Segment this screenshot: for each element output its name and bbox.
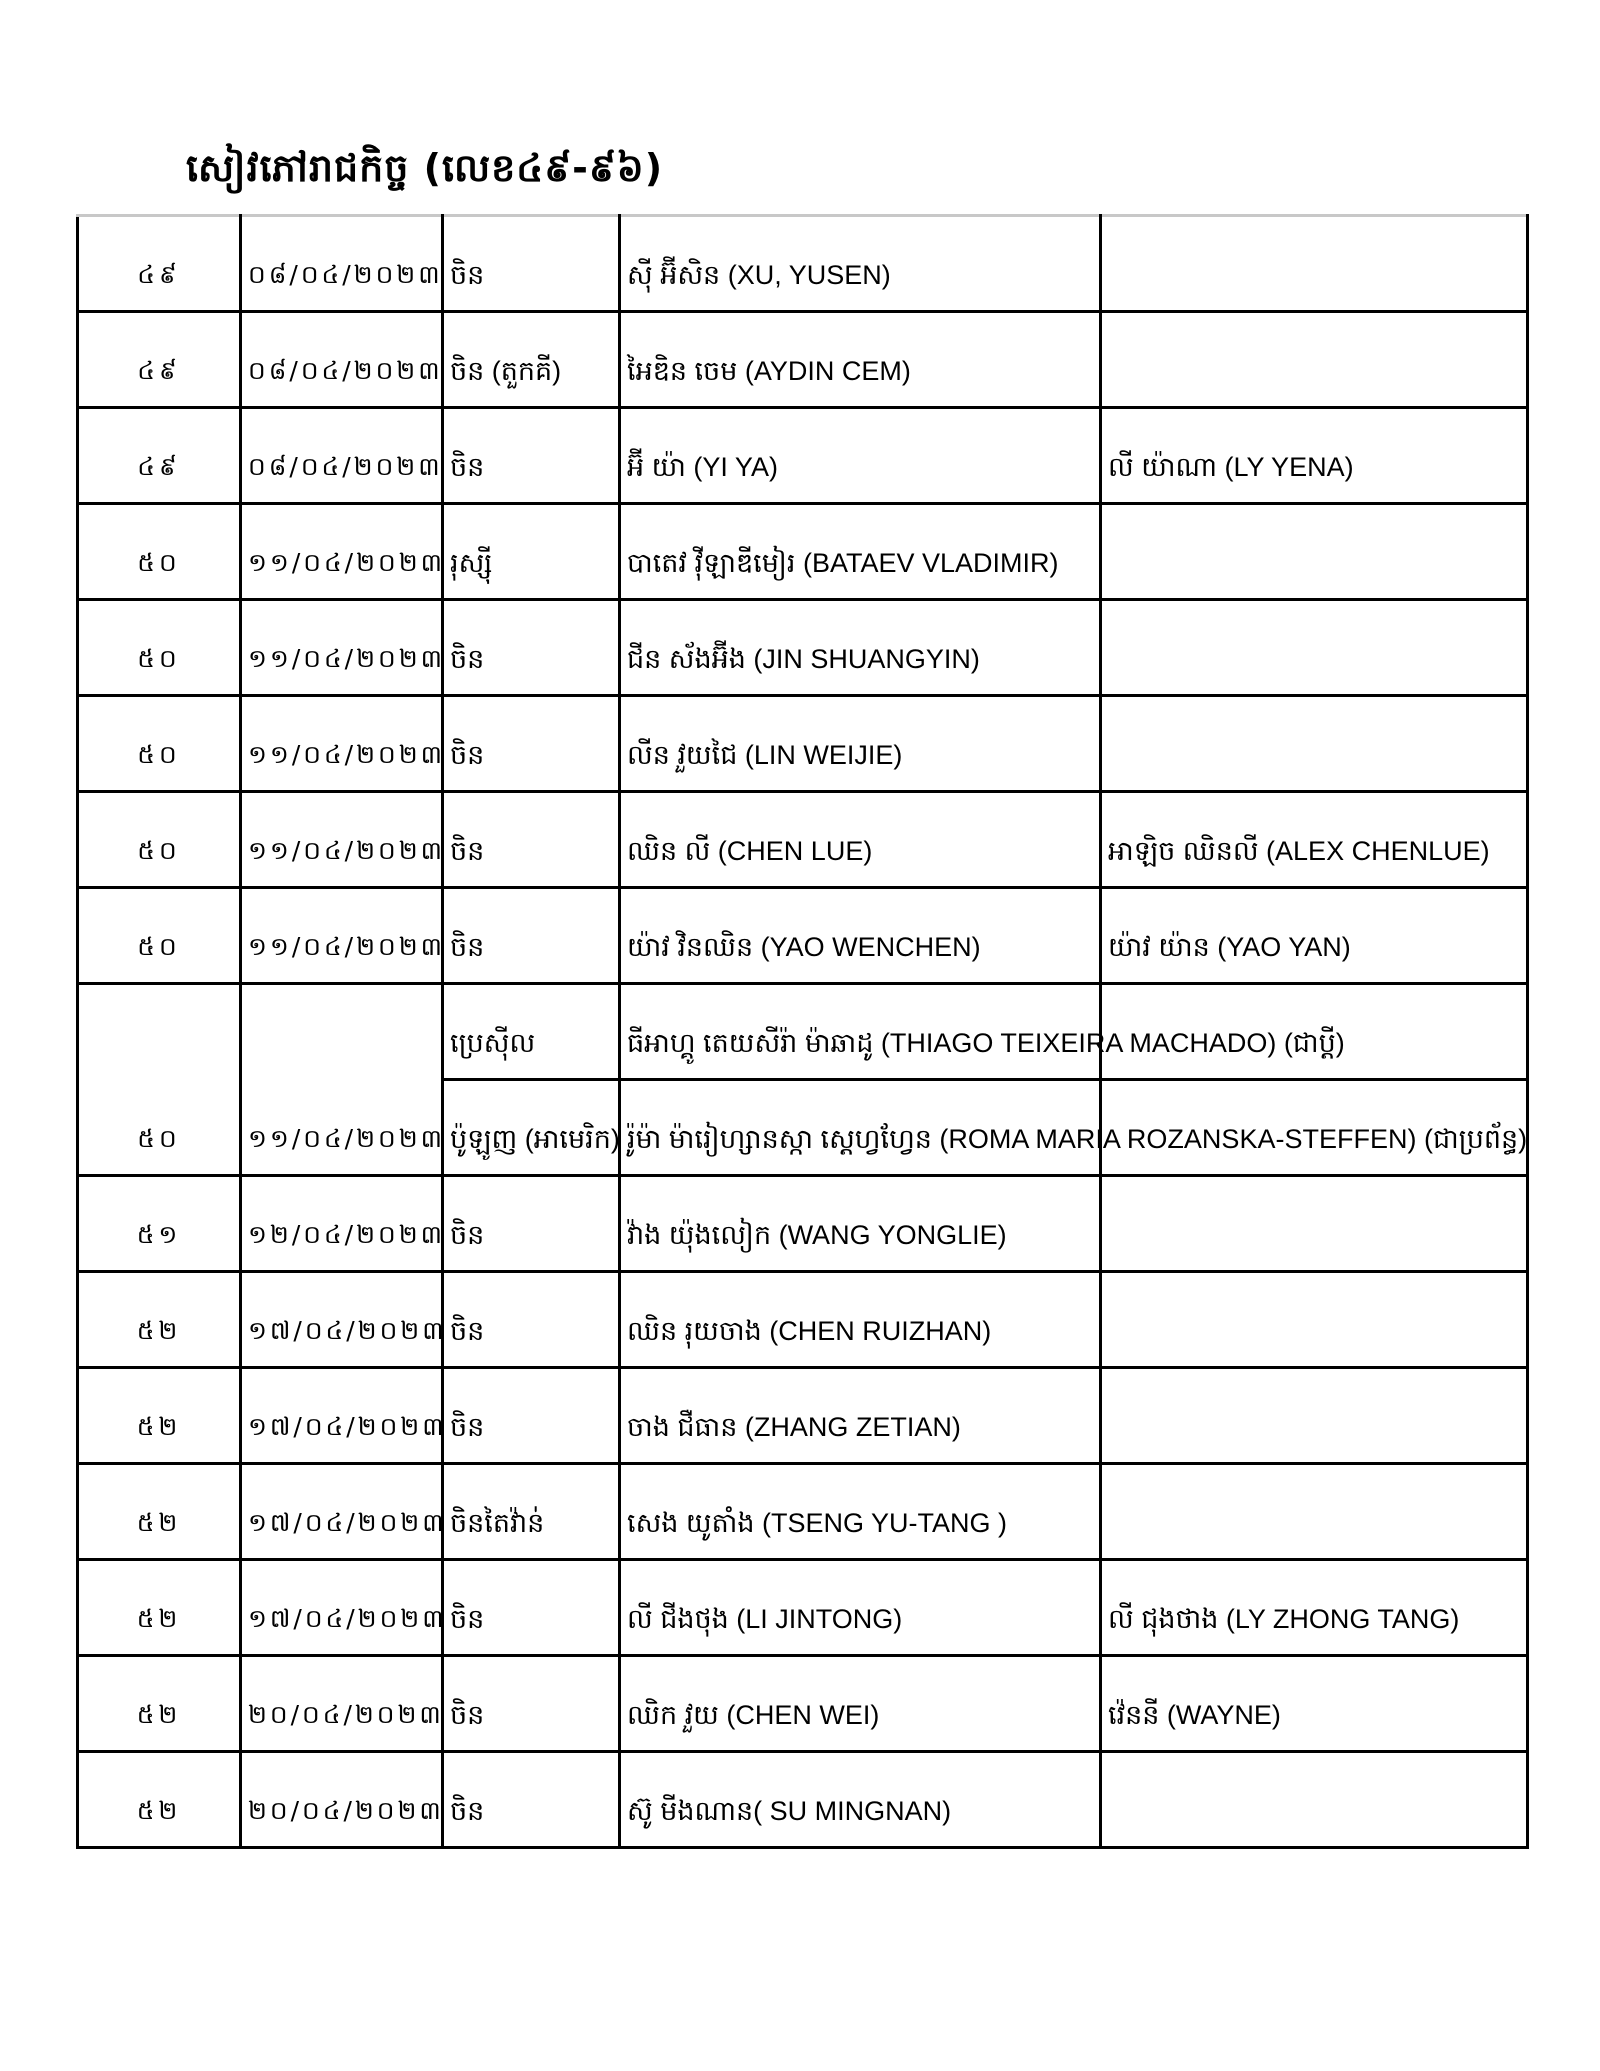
date-cell: ១៧/០៤/២០២៣ [241,1272,443,1368]
nationality-cell: ចិន (តួកគី) [443,312,620,408]
name-cell: ឈិន រុយចាង (CHEN RUIZHAN) [620,1272,1101,1368]
table-row [78,792,1528,888]
date-cell: ២០/០៤/២០២៣ [241,1656,443,1752]
table-row [78,1464,1528,1560]
new-name-cell [1101,312,1528,408]
table-row [78,600,1528,696]
date-cell: ១២/០៤/២០២៣ [241,1176,443,1272]
gazette-number-cell: ៥២ [78,1752,241,1848]
new-name-cell [1101,1368,1528,1464]
date-cell: ១៧/០៤/២០២៣ [241,1560,443,1656]
gazette-number-cell: ៥២ [78,1464,241,1560]
nationality-cell: ចិន [443,408,620,504]
nationality-cell: ប្រេស៊ីល [443,984,620,1080]
nationality-cell: ចិន [443,600,620,696]
name-cell: សេង យូតាំង (TSENG YU-TANG ) [620,1464,1101,1560]
gazette-number-cell: ៥០ [78,600,241,696]
table-body [78,216,1528,1848]
name-cell: រ៉ូម៉ា ម៉ារៀហ្សានស្កា ស្តេហ្វហ្វែន (ROMA MARIA ROZANSKA-STEFFEN) (ជាប្រព័ន្ធ) [620,1080,1101,1176]
name-cell: ស៊ី អ៊ីសិន (XU, YUSEN) [620,216,1101,312]
name-cell: បាតេវ វ៉ីឡាឌីមៀរ (BATAEV VLADIMIR) [620,504,1101,600]
table-row [78,1176,1528,1272]
gazette-number-cell: ៥១ [78,1176,241,1272]
naturalization-table [76,214,1529,1849]
table-row-merged [78,984,1528,1080]
new-name-cell: យ៉ាវ យ៉ាន (YAO YAN) [1101,888,1528,984]
date-cell: ១៧/០៤/២០២៣ [241,1464,443,1560]
date-cell: ០៨/០៤/២០២៣ [241,408,443,504]
gazette-number-cell: ៥០ [78,792,241,888]
name-cell: អៃឌិន ចេម (AYDIN CEM) [620,312,1101,408]
new-name-cell: លី យ៉ាណា (LY YENA) [1101,408,1528,504]
date-cell: ១១/០៤/២០២៣ [241,696,443,792]
table-row [78,216,1528,312]
nationality-cell: ចិនតៃវ៉ាន់ [443,1464,620,1560]
nationality-cell: ចិន [443,1176,620,1272]
name-cell: ឈិន លី (CHEN LUE) [620,792,1101,888]
gazette-number-cell: ៥២ [78,1560,241,1656]
new-name-cell [1101,1752,1528,1848]
date-cell: ១១/០៤/២០២៣ [241,504,443,600]
new-name-cell [1101,1464,1528,1560]
date-cell: ១១/០៤/២០២៣ [241,984,443,1176]
gazette-number-cell: ៤៩ [78,312,241,408]
table-row [78,1272,1528,1368]
name-cell: លីន វួយជៃ (LIN WEIJIE) [620,696,1101,792]
date-cell: ១១/០៤/២០២៣ [241,600,443,696]
date-cell: ២០/០៤/២០២៣ [241,1752,443,1848]
name-cell: លី ជីងថុង (LI JINTONG) [620,1560,1101,1656]
date-cell: ១៧/០៤/២០២៣ [241,1368,443,1464]
table-row [78,1656,1528,1752]
nationality-cell: ចិន [443,792,620,888]
name-cell: ឈិក វួយ (CHEN WEI) [620,1656,1101,1752]
nationality-cell: ចិន [443,1272,620,1368]
gazette-number-cell: ៥២ [78,1272,241,1368]
table-row [78,312,1528,408]
gazette-number-cell: ៥០ [78,888,241,984]
name-cell: ធីអាហ្គូ តេយសីរ៉ា ម៉ាឆាដូ (THIAGO TEIXEIRA MACHADO) (ជាប្ដី) [620,984,1101,1080]
new-name-cell [1101,216,1528,312]
gazette-number-cell: ៥២ [78,1368,241,1464]
nationality-cell: ចិន [443,216,620,312]
table-row [78,1560,1528,1656]
new-name-cell [1101,504,1528,600]
gazette-number-cell: ៥០ [78,696,241,792]
table-row [78,1368,1528,1464]
nationality-cell: ចិន [443,1368,620,1464]
new-name-cell [1101,1272,1528,1368]
nationality-cell: ចិន [443,1560,620,1656]
date-cell: ១១/០៤/២០២៣ [241,888,443,984]
name-cell: ស៊ូ មីងណាន( SU MINGNAN) [620,1752,1101,1848]
table-row [78,1752,1528,1848]
name-cell: វ៉ាង យ៉ុងលៀក (WANG YONGLIE) [620,1176,1101,1272]
new-name-cell: វ៉េននី (WAYNE) [1101,1656,1528,1752]
name-cell: អ៊ី យ៉ា (YI YA) [620,408,1101,504]
date-cell: ០៨/០៤/២០២៣ [241,312,443,408]
document-title: សៀវភៅរាជកិច្ច (លេខ៤៩-៩៦) [186,146,664,190]
nationality-cell: ចិន [443,1656,620,1752]
new-name-cell [1101,1176,1528,1272]
nationality-cell: ចិន [443,696,620,792]
date-cell: ១១/០៤/២០២៣ [241,792,443,888]
table-row [78,888,1528,984]
gazette-number-cell: ៥០ [78,504,241,600]
date-cell: ០៨/០៤/២០២៣ [241,216,443,312]
gazette-number-cell: ៥២ [78,1656,241,1752]
gazette-number-cell: ៥០ [78,984,241,1176]
new-name-cell: អាឡិច ឈិនលី (ALEX CHENLUE) [1101,792,1528,888]
name-cell: យ៉ាវ វិនឈិន (YAO WENCHEN) [620,888,1101,984]
new-name-cell [1101,696,1528,792]
new-name-cell [1101,600,1528,696]
nationality-cell: ចិន [443,888,620,984]
table-row [78,504,1528,600]
table-row [78,696,1528,792]
name-cell: ចាង ជឺធាន (ZHANG ZETIAN) [620,1368,1101,1464]
new-name-cell: លី ជុងថាង (LY ZHONG TANG) [1101,1560,1528,1656]
gazette-number-cell: ៤៩ [78,408,241,504]
gazette-number-cell: ៤៩ [78,216,241,312]
nationality-cell: ប៉ូឡូញ (អាមេរិក) [443,1080,620,1176]
nationality-cell: ចិន [443,1752,620,1848]
name-cell: ជីន ស័ងអ៊ីង (JIN SHUANGYIN) [620,600,1101,696]
table-row [78,408,1528,504]
nationality-cell: រុស្ស៊ី [443,504,620,600]
